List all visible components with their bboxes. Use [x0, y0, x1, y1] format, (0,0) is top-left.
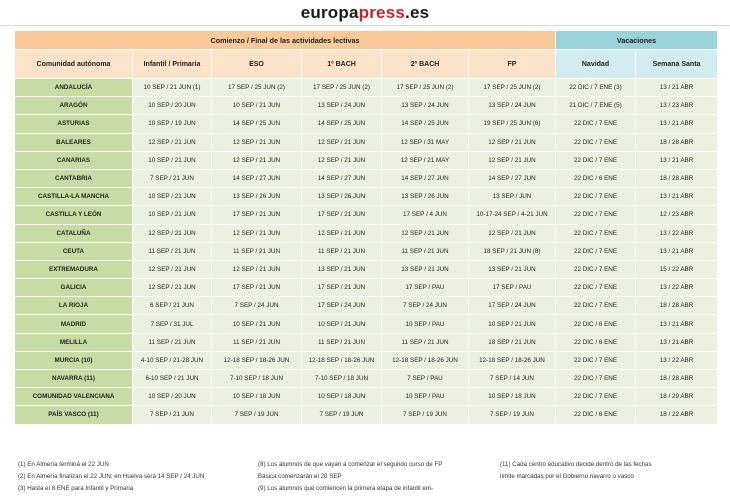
column-header: Comunidad autónoma	[15, 50, 133, 79]
date-cell: 13 / 22 ABR	[636, 279, 718, 297]
footnote-line: (9) Los alumnos que comiencen la primera etapa de infantil em-	[258, 485, 434, 492]
date-cell: 12-18 SEP / 18-26 JUN	[469, 351, 556, 369]
date-cell: 10 SEP / PAU	[382, 388, 469, 406]
date-cell: 12 SEP / 21 JUN	[133, 133, 212, 151]
column-header: Infantil / Primaria	[133, 50, 212, 79]
date-cell: 19 SEP / 25 JUN (6)	[469, 115, 556, 133]
footnote-line: Básica comenzarán el 20 SEP	[258, 473, 342, 480]
date-cell: 11 SEP / 21 JUN	[133, 333, 212, 351]
date-cell: 4-10 SEP / 21-28 JUN	[133, 351, 212, 369]
table-row	[15, 242, 718, 260]
date-cell: 10 SEP / 21 JUN	[212, 97, 302, 115]
table-row	[15, 260, 718, 278]
date-cell: 17 SEP / 24 JUN	[469, 297, 556, 315]
date-cell: 22 DIC / 7 ENE	[556, 260, 636, 278]
date-cell: 6 SEP / 21 JUN	[133, 297, 212, 315]
date-cell: 12 SEP / 21 MAY	[382, 151, 469, 169]
date-cell: 7 SEP / 31 JUL	[133, 315, 212, 333]
date-cell: 7-10 SEP / 18 JUN	[302, 370, 382, 388]
date-cell: 22 DIC / 7 ENE	[556, 188, 636, 206]
date-cell: 7 SEP / 21 JUN	[133, 406, 212, 424]
date-cell: 11 SEP / 21 JUN	[302, 242, 382, 260]
region-name: MELILLA	[15, 333, 133, 351]
date-cell: 12 SEP / 21 JUN	[212, 133, 302, 151]
table-row	[15, 297, 718, 315]
footnote-line: (1) En Almería terminá el 22 JUN	[18, 461, 109, 468]
date-cell: 13 SEP / 21 JUN	[469, 260, 556, 278]
date-cell: 13 SEP / 26 JUN	[212, 188, 302, 206]
date-cell: 13 SEP / 21 JUN	[382, 260, 469, 278]
date-cell: 13 SEP / JUN	[469, 188, 556, 206]
date-cell: 15 / 22 ABR	[636, 260, 718, 278]
date-cell: 10-17-24 SEP / 4-21 JUN	[469, 206, 556, 224]
date-cell: 18 / 29 ABR	[636, 388, 718, 406]
region-name: MADRID	[15, 315, 133, 333]
date-cell: 17 SEP / 25 JUN (2)	[382, 79, 469, 97]
region-name: CANTABRIA	[15, 169, 133, 187]
date-cell: 22 DIC / 7 ENE (3)	[556, 79, 636, 97]
table-row	[15, 133, 718, 151]
date-cell: 12 SEP / 21 JUN	[212, 260, 302, 278]
date-cell: 22 DIC / 7 ENE	[556, 151, 636, 169]
date-cell: 12 SEP / 21 JUN	[302, 133, 382, 151]
table-row	[15, 370, 718, 388]
date-cell: 7 SEP / 19 JUN	[382, 406, 469, 424]
footnote-line: (11) Cada centro educativo decide dentro de las fechas	[500, 461, 652, 468]
date-cell: 10 SEP / 20 JUN	[133, 388, 212, 406]
table-row	[15, 79, 718, 97]
date-cell: 10 SEP / 21 JUN	[133, 151, 212, 169]
date-cell: 13 SEP / 24 JUN	[469, 97, 556, 115]
date-cell: 12 SEP / 21 JUN	[212, 224, 302, 242]
date-cell: 17 SEP / 21 JUN	[212, 206, 302, 224]
column-header: Semana Santa	[636, 50, 718, 79]
date-cell: 17 SEP / PAU	[382, 279, 469, 297]
date-cell: 13 SEP / 24 JUN	[302, 97, 382, 115]
date-cell: 12 SEP / 31 MAY	[382, 133, 469, 151]
date-cell: 13 / 21 ABR	[636, 242, 718, 260]
table-row	[15, 333, 718, 351]
date-cell: 14 SEP / 27 JUN	[469, 169, 556, 187]
date-cell: 18 SEP / 21 JUN (8)	[469, 242, 556, 260]
table-row	[15, 224, 718, 242]
date-cell: 22 DIC / 7 ENE	[556, 224, 636, 242]
region-name: MURCIA (10)	[15, 351, 133, 369]
date-cell: 7 SEP / 21 JUN	[133, 169, 212, 187]
table-row	[15, 188, 718, 206]
brand-part-3: .es	[405, 3, 430, 22]
date-cell: 17 SEP / 21 JUN	[302, 279, 382, 297]
date-cell: 14 SEP / 27 JUN	[302, 169, 382, 187]
date-cell: 7 SEP / 19 JUN	[212, 406, 302, 424]
region-name: CASTILLA Y LEÓN	[15, 206, 133, 224]
footnotes-col-1	[18, 459, 204, 495]
region-name: CANARIAS	[15, 151, 133, 169]
date-cell: 17 SEP / PAU	[469, 279, 556, 297]
table-row	[15, 315, 718, 333]
date-cell: 7 SEP / PAU	[382, 370, 469, 388]
date-cell: 17 SEP / 4 JUN	[382, 206, 469, 224]
date-cell: 6-10 SEP / 21 JUN	[133, 370, 212, 388]
region-name: GALICIA	[15, 279, 133, 297]
brand-part-1: europa	[300, 3, 359, 22]
date-cell: 14 SEP / 25 JUN	[302, 115, 382, 133]
region-name: ASTURIAS	[15, 115, 133, 133]
table-row	[15, 97, 718, 115]
date-cell: 17 SEP / 25 JUN (2)	[212, 79, 302, 97]
date-cell: 11 SEP / 21 JUN	[302, 333, 382, 351]
footnote-line: límite marcadas por el Gobierno navarro o vasco	[500, 473, 634, 480]
column-header: Navidad	[556, 50, 636, 79]
date-cell: 13 SEP / 26 JUN	[302, 188, 382, 206]
date-cell: 14 SEP / 27 JUN	[212, 169, 302, 187]
date-cell: 13 / 21 ABR	[636, 115, 718, 133]
date-cell: 22 DIC / 6 ENE	[556, 406, 636, 424]
date-cell: 7 SEP / 14 JUN	[469, 370, 556, 388]
date-cell: 11 SEP / 21 JUN	[133, 242, 212, 260]
date-cell: 10 SEP / 21 JUN	[212, 315, 302, 333]
date-cell: 10 SEP / PAU	[382, 315, 469, 333]
date-cell: 12 SEP / 21 JUN	[302, 224, 382, 242]
date-cell: 17 SEP / 24 JUN	[302, 297, 382, 315]
brand-part-2: press	[358, 3, 406, 22]
footnotes-col-2	[258, 459, 442, 495]
date-cell: 22 DIC / 6 ENE	[556, 169, 636, 187]
date-cell: 22 DIC / 7 ENE	[556, 388, 636, 406]
date-cell: 11 SEP / 21 JUN	[212, 333, 302, 351]
date-cell: 18 / 28 ABR	[636, 297, 718, 315]
column-header: FP	[469, 50, 556, 79]
date-cell: 22 DIC / 7 ENE	[556, 370, 636, 388]
date-cell: 13 / 22 ABR	[636, 224, 718, 242]
date-cell: 22 DIC / 6 ENE	[556, 333, 636, 351]
date-cell: 12 SEP / 21 JUN	[382, 224, 469, 242]
table-row	[15, 279, 718, 297]
footnote-line: (3) Hasta el 8 ENE para Infantil y Primaria	[18, 485, 134, 492]
table-row	[15, 169, 718, 187]
date-cell: 18 SEP / 21 JUN	[469, 333, 556, 351]
date-cell: 12 SEP / 21 JUN	[469, 224, 556, 242]
date-cell: 11 SEP / 21 JUN	[382, 242, 469, 260]
date-cell: 11 SEP / 21 JUN	[382, 333, 469, 351]
date-cell: 22 DIC / 7 ENE	[556, 279, 636, 297]
date-cell: 18 / 28 ABR	[636, 133, 718, 151]
date-cell: 22 DIC / 7 ENE	[556, 297, 636, 315]
region-name: COMUNIDAD VALENCIANA	[15, 388, 133, 406]
footnote-line: (8) Los alumnos de que vayan a comenzar el segundo curso de FP	[258, 461, 443, 468]
date-cell: 18 / 28 ABR	[636, 169, 718, 187]
date-cell: 10 SEP / 20 JUN	[133, 97, 212, 115]
region-name: ARAGÓN	[15, 97, 133, 115]
region-name: CEUTA	[15, 242, 133, 260]
date-cell: 17 SEP / 25 JUN (2)	[469, 79, 556, 97]
date-cell: 13 / 21 ABR	[636, 315, 718, 333]
date-cell: 11 SEP / 21 JUN	[212, 242, 302, 260]
footnotes-col-3	[500, 459, 652, 483]
header-main: Comienzo / Final de las actividades lectivas	[15, 31, 556, 50]
date-cell: 17 SEP / 25 JUN (2)	[302, 79, 382, 97]
date-cell: 10 SEP / 18 JUN	[302, 388, 382, 406]
date-cell: 12 SEP / 21 JUN	[133, 279, 212, 297]
date-cell: 17 SEP / 21 JUN	[302, 206, 382, 224]
column-header: 1º BACH	[302, 50, 382, 79]
school-calendar-table	[14, 30, 718, 425]
date-cell: 10 SEP / 18 JUN	[212, 388, 302, 406]
date-cell: 10 SEP / 18 JUN	[469, 388, 556, 406]
date-cell: 14 SEP / 27 JUN	[382, 169, 469, 187]
logo-divider	[0, 25, 730, 26]
date-cell: 14 SEP / 25 JUN	[212, 115, 302, 133]
date-cell: 12 / 23 ABR	[636, 206, 718, 224]
date-cell: 14 SEP / 25 JUN	[382, 115, 469, 133]
date-cell: 12 SEP / 21 JUN	[469, 151, 556, 169]
date-cell: 22 DIC / 7 ENE	[556, 242, 636, 260]
region-name: CATALUÑA	[15, 224, 133, 242]
brand-logo	[0, 0, 730, 26]
date-cell: 12 SEP / 21 JUN	[212, 151, 302, 169]
date-cell: 7 SEP / 24 JUN	[382, 297, 469, 315]
date-cell: 22 DIC / 6 ENE	[556, 315, 636, 333]
date-cell: 12 SEP / 21 JUN	[133, 260, 212, 278]
table-row	[15, 388, 718, 406]
table-row	[15, 206, 718, 224]
date-cell: 12-18 SEP / 18-26 JUN	[382, 351, 469, 369]
date-cell: 12 SEP / 21 JUN	[469, 133, 556, 151]
date-cell: 12 SEP / 21 JUN	[302, 151, 382, 169]
header-vacations: Vacaciones	[556, 31, 718, 50]
date-cell: 10 SEP / 21 JUN	[133, 206, 212, 224]
date-cell: 18 / 28 ABR	[636, 370, 718, 388]
region-name: EXTREMADURA	[15, 260, 133, 278]
date-cell: 12-18 SEP / 18-26 JUN	[212, 351, 302, 369]
date-cell: 7 SEP / 19 JUN	[469, 406, 556, 424]
date-cell: 13 / 21 ABR	[636, 333, 718, 351]
date-cell: 13 / 23 ABR	[636, 97, 718, 115]
date-cell: 10 SEP / 21 JUN	[469, 315, 556, 333]
table-row	[15, 351, 718, 369]
date-cell: 10 SEP / 21 JUN	[133, 188, 212, 206]
table-row	[15, 115, 718, 133]
date-cell: 13 / 21 ABR	[636, 151, 718, 169]
date-cell: 12 SEP / 21 JUN	[133, 224, 212, 242]
table-row	[15, 151, 718, 169]
region-name: LA RIOJA	[15, 297, 133, 315]
date-cell: 7 SEP / 24 JUN	[212, 297, 302, 315]
column-header: 2º BACH	[382, 50, 469, 79]
date-cell: 7 SEP / 19 JUN	[302, 406, 382, 424]
date-cell: 10 SEP / 21 JUN	[302, 315, 382, 333]
date-cell: 22 DIC / 7 ENE	[556, 351, 636, 369]
date-cell: 7-10 SEP / 18 JUN	[212, 370, 302, 388]
region-name: BALEARES	[15, 133, 133, 151]
date-cell: 22 DIC / 7 ENE	[556, 133, 636, 151]
date-cell: 17 SEP / 21 JUN	[212, 279, 302, 297]
footnote-line: (2) En Almería finalizan el 22 JUN; en Huelva será 14 SEP / 24 JUN	[18, 473, 205, 480]
region-name: ANDALUCÍA	[15, 79, 133, 97]
table-row	[15, 406, 718, 424]
date-cell: 10 SEP / 21 JUN (1)	[133, 79, 212, 97]
date-cell: 13 SEP / 21 JUN	[302, 260, 382, 278]
date-cell: 10 SEP / 19 JUN	[133, 115, 212, 133]
date-cell: 22 DIC / 7 ENE	[556, 206, 636, 224]
date-cell: 21 DIC / 7 ENE (5)	[556, 97, 636, 115]
date-cell: 22 DIC / 7 ENE	[556, 115, 636, 133]
date-cell: 13 / 21 ABR	[636, 188, 718, 206]
region-name: CASTILLA-LA MANCHA	[15, 188, 133, 206]
date-cell: 18 / 22 ABR	[636, 406, 718, 424]
date-cell: 13 SEP / 24 JUN	[382, 97, 469, 115]
date-cell: 13 / 22 ABR	[636, 351, 718, 369]
date-cell: 13 / 21 ABR	[636, 79, 718, 97]
date-cell: 12-18 SEP / 18-26 JUN	[302, 351, 382, 369]
column-header: ESO	[212, 50, 302, 79]
region-name: PAÍS VASCO (11)	[15, 406, 133, 424]
date-cell: 13 SEP / 26 JUN	[382, 188, 469, 206]
region-name: NAVARRA (11)	[15, 370, 133, 388]
